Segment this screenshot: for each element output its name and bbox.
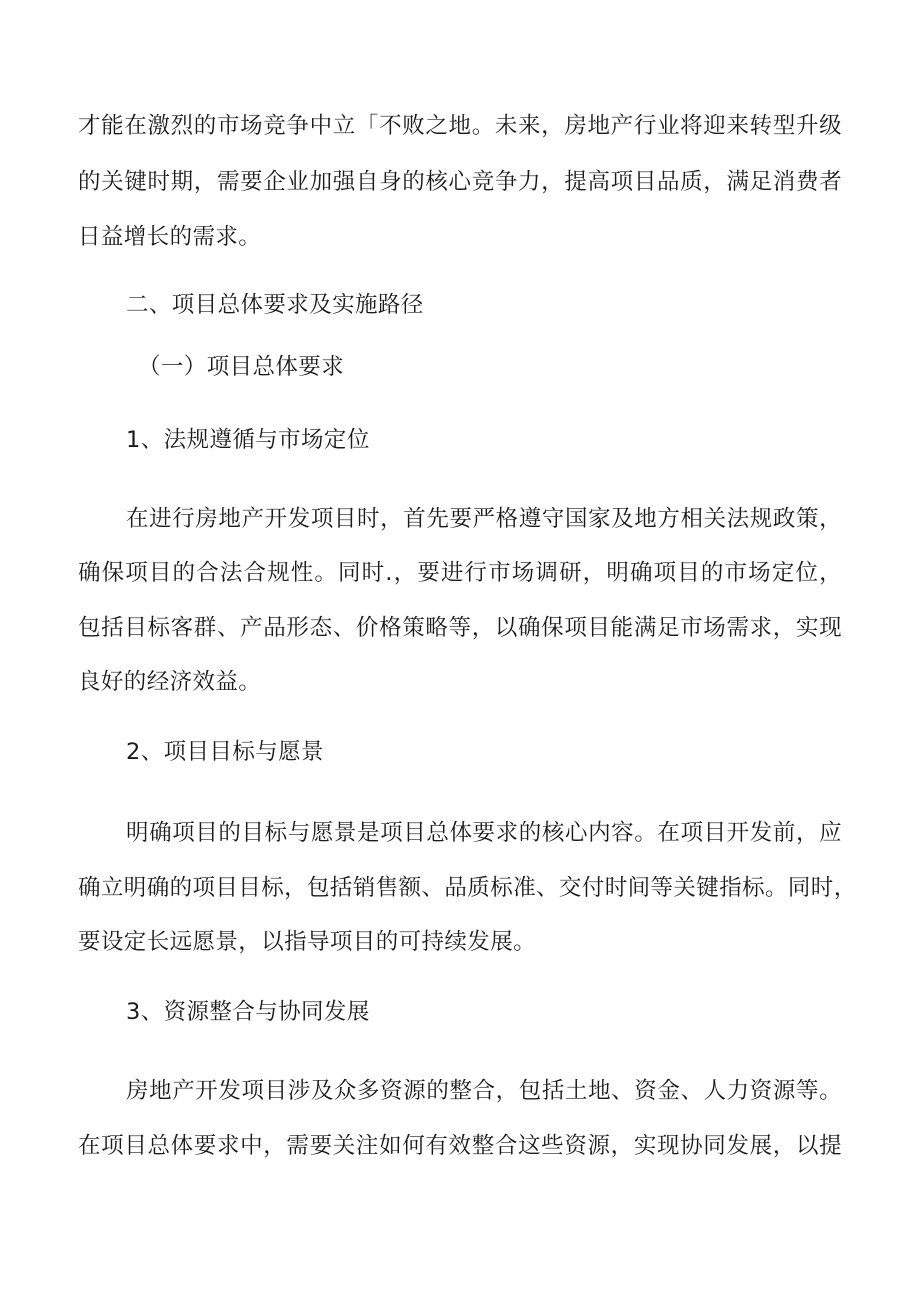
paragraph-line: 才能在激烈的市场竞争中立「不败之地。未来，房地产行业将迎来转型升级 [78, 113, 842, 139]
paragraph-line: 确立明确的项目目标，包括销售额、品质标准、交付时间等关键指标。同时， [78, 875, 857, 901]
section-heading: 二、项目总体要求及实施路径 [126, 292, 424, 318]
paragraph-line: 确保项目的合法合规性。同时.，要进行市场调研，明确项目的市场定位， [78, 560, 842, 586]
item-heading-3: 3、资源整合与协同发展 [126, 999, 370, 1025]
paragraph-line: 日益增长的需求。 [78, 224, 262, 250]
paragraph-line: 包括目标客群、产品形态、价格策略等，以确保项目能满足市场需求，实现 [78, 615, 842, 641]
paragraph-line: 要设定长远愿景，以指导项目的可持续发展。 [78, 929, 537, 955]
paragraph-line: 良好的经济效益。 [78, 669, 262, 695]
item-heading-2: 2、项目目标与愿景 [126, 739, 324, 765]
subsection-heading: （一）项目总体要求 [138, 354, 345, 380]
paragraph-line: 在进行房地产开发项目时，首先要严格遵守国家及地方相关法规政策， [126, 506, 842, 532]
paragraph-line: 明确项目的目标与愿景是项目总体要求的核心内容。在项目开发前，应 [126, 820, 842, 846]
paragraph-line: 的关键时期，需要企业加强自身的核心竞争力，提高项目品质，满足消费者 [78, 169, 842, 195]
paragraph-line: 房地产开发项目涉及众多资源的整合，包括土地、资金、人力资源等。 [126, 1078, 842, 1104]
paragraph-line: 在项目总体要求中，需要关注如何有效整合这些资源，实现协同发展，以提 [78, 1133, 842, 1159]
item-heading-1: 1、法规遵循与市场定位 [126, 427, 370, 453]
